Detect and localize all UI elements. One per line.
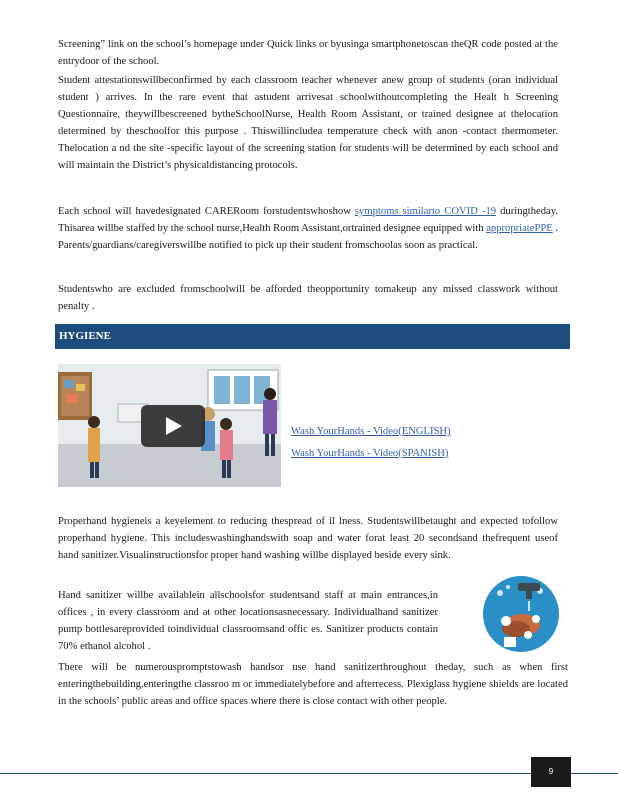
page-number: 9	[531, 757, 571, 787]
video-thumbnail[interactable]	[58, 364, 281, 487]
video-link-english[interactable]: Wash YourHands - Video(ENGLISH)	[291, 426, 451, 437]
ppe-link[interactable]: appropriatePPE	[486, 223, 553, 234]
paragraph-prompts-shields: There will be numerouspromptstowash handsor use hand sanitizerthroughout theday, such as when first enteringthebuilding,enteringthe classroo m or immediatelybefore and afterrecess. Plexiglass hygiene shields are located in the schools’ public areas and office spaces where there is close contact with other people.	[58, 662, 568, 707]
paragraph-attestation: Student attestationswillbeconfirmed by each classroom teacher whenever anew group of students (oran individual student ) arrives. In the rare event that astudent arrivesat schoolwithoutcompleting the Healt h Screening Questionnaire, theywillbescreened bytheSchoolNurse, Health Room Assistant, or trained designee at thelocation determined by theschoolfor this purpose . Thiswillincludea temperature check with anon -contact thermometer. Thelocation a nd the site -specific layout of the screening station for students will be determined by each school and will maintain the District’s physicaldistancing protocols.	[58, 75, 558, 171]
paragraph-care-room	[58, 203, 558, 254]
play-icon[interactable]	[141, 405, 205, 447]
handwashing-icon	[482, 575, 560, 653]
footer-divider	[0, 773, 618, 774]
paragraph-hand-sanitizer: Hand sanitizer willbe availablein allschoolsfor studentsand staff at main entrances,in offices , in every classroom and at other locationsasnecessary. Individualhand sanitizer pump bottlesareprovided toindividual classroomsand offic es. Sanitizer products contain 70% ethanol alcohol .	[58, 590, 438, 652]
symptoms-link[interactable]: symptoms similarto COVID -19	[354, 206, 497, 217]
section-banner-hygiene: HYGIENE	[55, 324, 570, 349]
video-links	[291, 421, 451, 465]
care-room-text-2: duringtheday. Thisarea willbe staffed by the school nurse,Health Room Assistant,ortrained designee equipped with	[58, 206, 558, 234]
paragraph-hand-hygiene: Properhand hygieneis a keyelement to reducing thespread of il lness. Studentswillbetaught and expected tofollow properhand hygiene. This includeswashinghandswith soap and water forat least 20 secondsand thefrequent useof hand sanitizer.Visualinstructionsfor proper hand washing willbe displayed beside every sink.	[58, 516, 558, 561]
video-link-spanish[interactable]: Wash YourHands - Video(SPANISH)	[291, 448, 449, 459]
paragraph-screening-link: Screening” link on the school’s homepage under Quick links or byusinga smartphonetoscan theQR code posted at the entrydoor of the school.	[58, 39, 558, 67]
paragraph-missed-classwork: Studentswho are excluded fromschoolwill be afforded theopportunity tomakeup any missed classwork without penalty .	[58, 284, 558, 312]
care-room-text-1: Each school will havedesignated CARERoom forstudentswhoshow	[58, 206, 355, 217]
care-room-text-3: . Parents/guardians/caregiverswillbe notified to pick up their student fromschoolas soon as practical.	[58, 223, 559, 251]
